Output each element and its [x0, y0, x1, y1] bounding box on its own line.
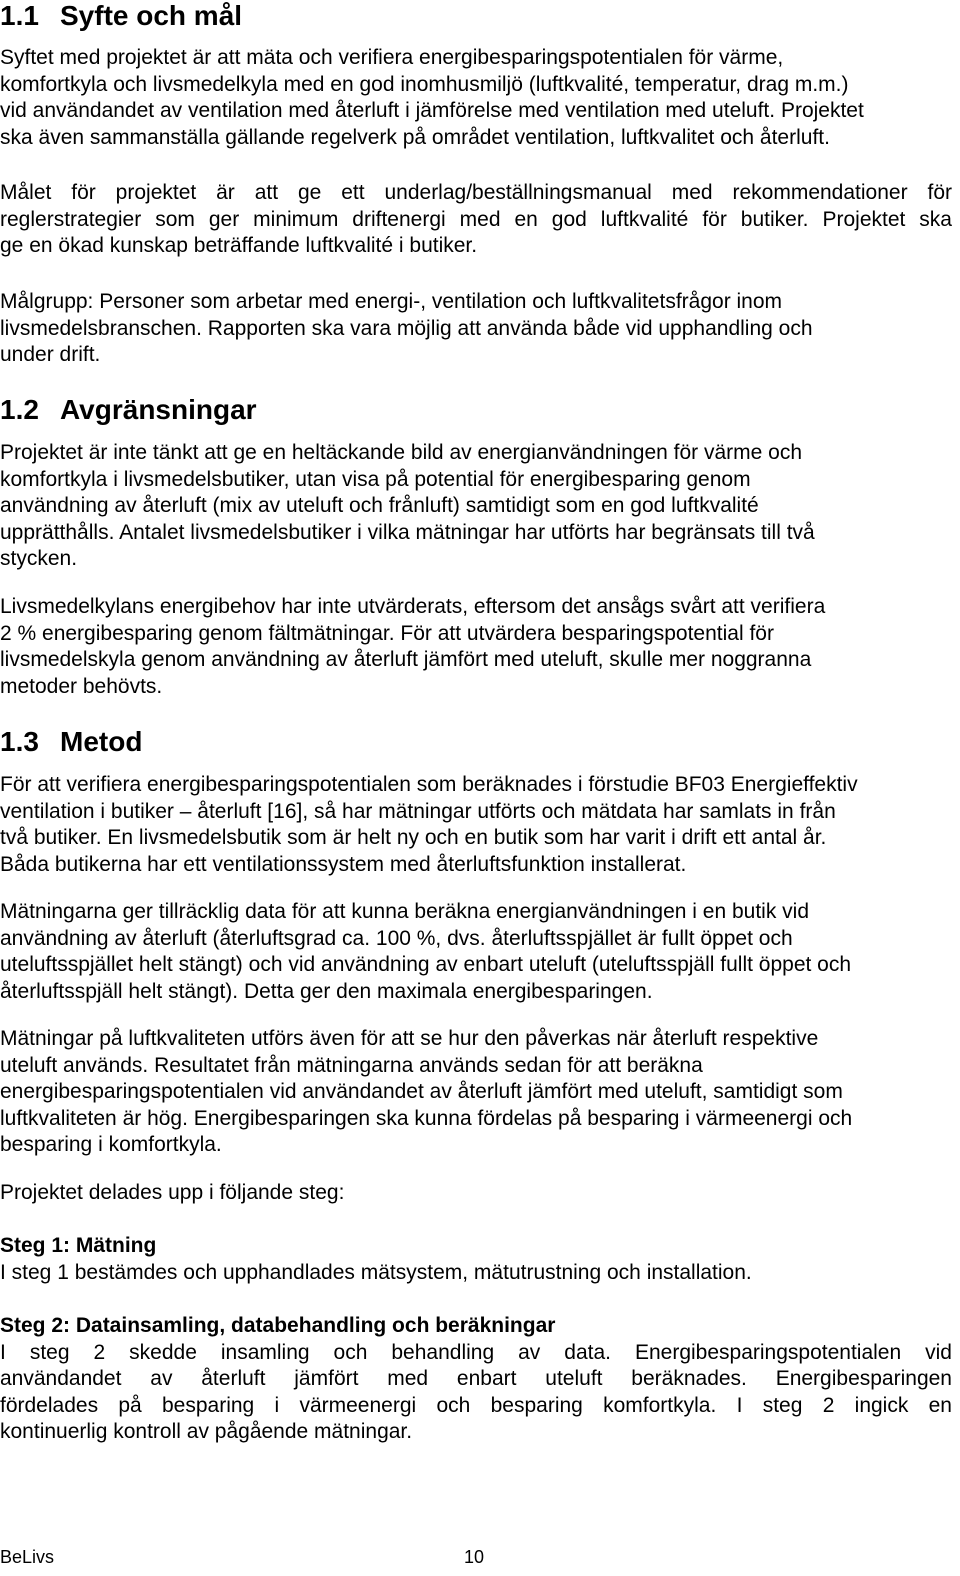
text-line: besparing i komfortkyla.: [0, 1133, 222, 1156]
step-title: Steg 2: Datainsamling, databehandling och beräkningar: [0, 1314, 556, 1337]
text-line: användning av återluft (återluftsgrad ca. 100 %, dvs. återluftsspjället är fullt öppet och: [0, 926, 793, 950]
text-line: två butiker. En livsmedelsbutik som är helt ny och en butik som har varit i drift ett antal år.: [0, 826, 827, 849]
text-line: återluftsspjäll helt stängt). Detta ger den maximala energibesparingen.: [0, 979, 653, 1003]
text-line: uteluft används. Resultatet från mätningarna används sedan för att beräkna: [0, 1053, 703, 1077]
section-title: Metod: [60, 726, 143, 757]
paragraph: [0, 440, 952, 573]
paragraph: [0, 899, 952, 1005]
paragraph: [0, 772, 952, 878]
text-line: livsmedelskyla genom användning av återluft jämfört med uteluft, skulle mer noggranna: [0, 648, 812, 671]
section-heading-1-1: [0, 0, 242, 32]
text-line: Målgrupp: Personer som arbetar med energi-, ventilation och luftkvalitetsfrågor inom: [0, 290, 783, 313]
text-line: upprätthålls. Antalet livsmedelsbutiker i vilka mätningar har utförts har begränsats till två: [0, 520, 815, 544]
text-line: Mätningar på luftkvaliteten utförs även för att se hur den påverkas när återluft respektive: [0, 1027, 819, 1050]
section-number: 1.2: [0, 394, 39, 425]
paragraph: [0, 594, 952, 700]
text-line: vid användandet av ventilation med återluft i jämförelse med ventilation med uteluft. Projektet: [0, 99, 864, 122]
step-block: [0, 1233, 952, 1286]
paragraph: [0, 45, 952, 151]
section-heading-1-3: [0, 726, 142, 758]
text-line: I steg 2 skedde insamling och behandling av data. Energibesparingspotentialen vid: [0, 1340, 952, 1364]
text-line: Båda butikerna har ett ventilationssystem med återluftsfunktion installerat.: [0, 852, 687, 876]
text-line: I steg 1 bestämdes och upphandlades mätsystem, mätutrustning och installation.: [0, 1260, 752, 1284]
text-line: komfortkyla och livsmedelkyla med en god inomhusmiljö (luftkvalité, temperatur, drag m.m.): [0, 72, 849, 96]
paragraph: [0, 180, 952, 260]
text-line: livsmedelsbranschen. Rapporten ska vara möjlig att använda både vid upphandling och: [0, 316, 813, 340]
step-block: [0, 1313, 952, 1446]
text-line: komfortkyla i livsmedelsbutiker, utan visa på potential för energibesparing genom: [0, 467, 751, 491]
text-line: metoder behövts.: [0, 674, 163, 698]
text-line: under drift.: [0, 343, 101, 366]
section-title: Avgränsningar: [60, 394, 257, 425]
text-line: Projektet delades upp i följande steg:: [0, 1181, 345, 1204]
text-line: Livsmedelkylans energibehov har inte utvärderats, eftersom det ansågs svårt att verifiera: [0, 595, 826, 618]
paragraph: [0, 1026, 952, 1159]
text-line: reglerstrategier som ger minimum driftenergi med en god luftkvalité för butiker. Projektet ska: [0, 207, 952, 231]
text-line: För att verifiera energibesparingspotentialen som beräknades i förstudie BF03 Energieffektiv: [0, 773, 858, 796]
text-line: Syftet med projektet är att mäta och verifiera energibesparingspotentialen för värme,: [0, 46, 784, 69]
text-line: ge en ökad kunskap beträffande luftkvalité i butiker.: [0, 234, 478, 257]
footer-org-name: BeLivs: [0, 1547, 55, 1567]
text-line: Mätningarna ger tillräcklig data för att kunna beräkna energianvändningen i en butik vid: [0, 900, 810, 923]
text-line: uteluftsspjället helt stängt) och vid användning av enbart uteluft (uteluftsspjäll fullt öppet och: [0, 953, 852, 976]
paragraph: [0, 289, 952, 369]
text-line: Målet för projektet är att ge ett underlag/beställningsmanual med rekommendationer för: [0, 181, 952, 204]
step-title: Steg 1: Mätning: [0, 1234, 157, 1257]
text-line: ska även sammanställa gällande regelverk på området ventilation, luftkvalitet och återluft.: [0, 125, 830, 149]
text-line: kontinuerlig kontroll av pågående mätningar.: [0, 1420, 413, 1443]
text-line: stycken.: [0, 547, 78, 570]
text-line: 2 % energibesparing genom fältmätningar. För att utvärdera besparingspotential för: [0, 621, 774, 645]
section-title: Syfte och mål: [60, 0, 243, 31]
text-line: ventilation i butiker – återluft [16], så har mätningar utförts och mätdata har samlats in från: [0, 799, 836, 823]
section-number: 1.3: [0, 726, 39, 757]
text-line: Projektet är inte tänkt att ge en heltäckande bild av energianvändningen för värme och: [0, 441, 803, 464]
text-line: användning av återluft (mix av uteluft och frånluft) samtidigt som en god luftkvalité: [0, 494, 759, 517]
page-number: 10: [464, 1547, 485, 1567]
text-line: användandet av återluft jämfört med enbart uteluft beräknades. Energibesparingen: [0, 1367, 952, 1390]
text-line: energibesparingspotentialen vid användandet av återluft jämfört med uteluft, samtidigt som: [0, 1080, 843, 1103]
text-line: fördelades på besparing i värmeenergi och besparing komfortkyla. I steg 2 ingick en: [0, 1393, 952, 1417]
section-heading-1-2: [0, 394, 257, 426]
section-number: 1.1: [0, 0, 39, 31]
paragraph: [0, 1180, 952, 1207]
text-line: luftkvaliteten är hög. Energibesparingen ska kunna fördelas på besparing i värmeenergi och: [0, 1106, 853, 1130]
